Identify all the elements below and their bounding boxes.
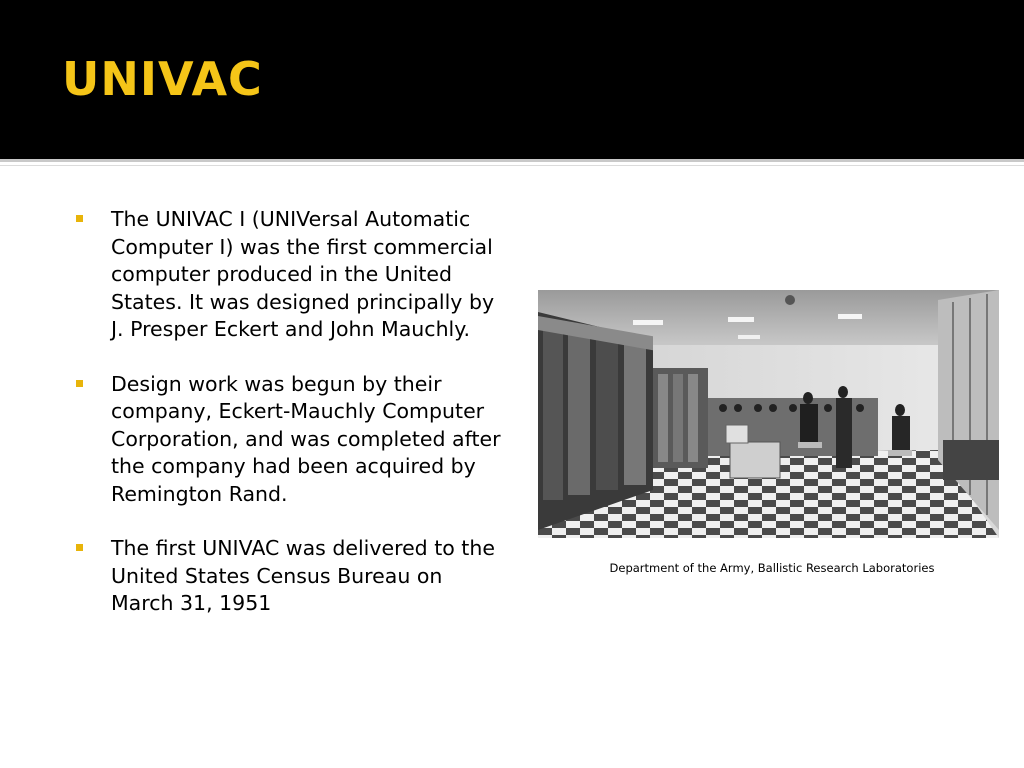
title-divider bbox=[0, 159, 1024, 162]
title-bar bbox=[0, 0, 1024, 159]
square-bullet-icon bbox=[76, 215, 83, 222]
bullet-text: The UNIVAC I (UNIVersal Automatic Computer I) was the first commercial computer produced in the United States. It was designed principally by J. Presper Eckert and John Mauchly. bbox=[111, 207, 495, 341]
bullet-item bbox=[74, 371, 504, 509]
bullet-item bbox=[74, 535, 504, 618]
square-bullet-icon bbox=[76, 380, 83, 387]
photo-caption: Department of the Army, Ballistic Research Laboratories bbox=[609, 561, 935, 575]
bullet-text: The first UNIVAC was delivered to the United States Census Bureau on March 31, 1951 bbox=[111, 536, 495, 615]
bullet-text: Design work was begun by their company, Eckert-Mauchly Computer Corporation, and was completed after the company had been acquired by Remington Rand. bbox=[111, 371, 501, 506]
bullet-list bbox=[74, 206, 504, 645]
title-divider-thin bbox=[0, 165, 1024, 166]
univac-photo bbox=[538, 290, 999, 538]
square-bullet-icon bbox=[76, 544, 83, 551]
slide-title: UNIVAC bbox=[62, 52, 263, 106]
bullet-item bbox=[74, 206, 504, 344]
